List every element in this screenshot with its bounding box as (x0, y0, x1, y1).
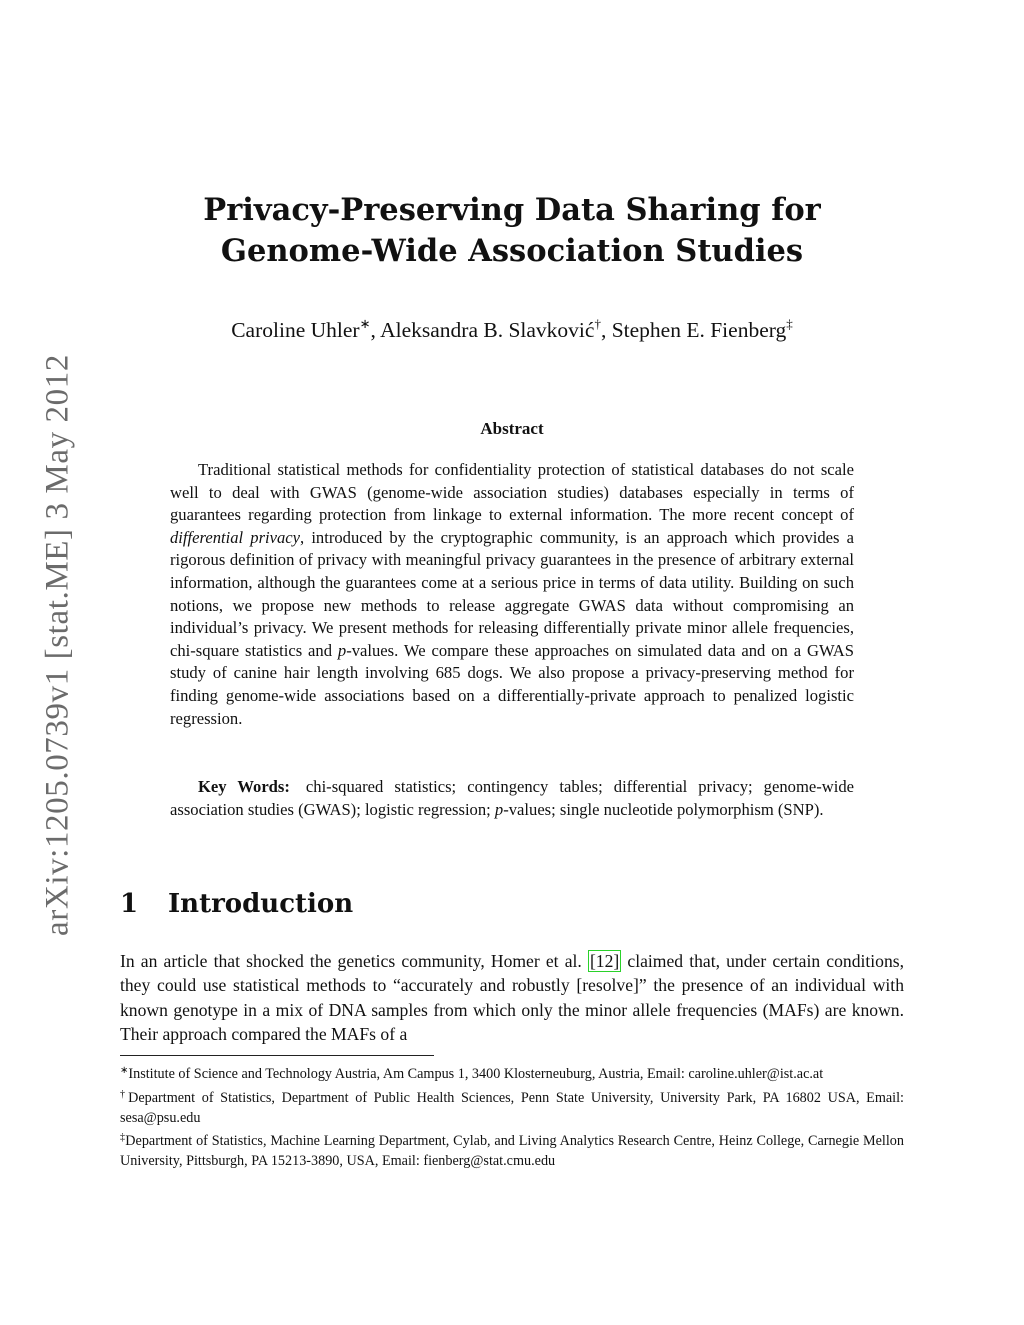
p-symbol: p (494, 799, 504, 819)
keywords-text: -values; single nucleotide polymorphism (SNP). (503, 799, 824, 819)
keywords-label: Key Words: (198, 777, 290, 796)
paragraph-text: claimed that, under certain conditions, they could use statistical methods to “accurately and robustly [resolve]” the presence of an individual with known genotype in a mix of DNA samples from which only the minor allele frequencies (MAFs) are known. Their approach compared the MAFs of a (120, 951, 905, 1044)
keywords (170, 776, 854, 821)
footnote-text: Institute of Science and Technology Austria, Am Campus 1, 3400 Klosterneuburg, Austria, Email: caroline.uhler@ist.ac.at (128, 1066, 824, 1082)
paragraph-text: In an article that shocked the genetics community, Homer et al. (120, 951, 588, 971)
abstract-emphasis: differential privacy (170, 527, 301, 547)
footnotes (120, 1061, 904, 1172)
paper-title-line-2: Genome-Wide Association Studies (220, 233, 804, 269)
section-number: 1 (120, 889, 139, 919)
arxiv-identifier-stamp: arXiv:1205.0739v1 [stat.ME] 3 May 2012 (39, 354, 76, 936)
author-name: Aleksandra B. Slavković (380, 318, 595, 342)
footnote-mark: † (120, 1088, 129, 1100)
introduction-paragraph (120, 949, 904, 1046)
author-separator: , (370, 318, 381, 342)
section-title: Introduction (168, 889, 354, 919)
author-name: Caroline Uhler (231, 318, 360, 342)
abstract-text-part: Traditional statistical methods for confidentiality protection of statistical databases do not scale well to deal with GWAS (genome-wide association studies) databases especially in terms of guarantees regarding protection from linkage to external information. The more recent concept of (170, 460, 854, 525)
footnote-divider (120, 1055, 434, 1056)
abstract-text (170, 459, 854, 730)
footnote-text: Department of Statistics, Machine Learning Department, Cylab, and Living Analytics Research Centre, Heinz College, Carnegie Mellon University, Pittsburgh, PA 15213-3890, USA, Email: fienberg@stat.cmu.edu (120, 1133, 904, 1170)
p-symbol: p (337, 640, 347, 660)
footnote-mark: ‡ (120, 1132, 126, 1144)
paper-title (110, 190, 914, 272)
footnote-text: Department of Statistics, Department of Public Health Sciences, Penn State University, University Park, PA 16802 USA, Email: sesa@psu.edu (120, 1089, 904, 1126)
author-separator: , (600, 318, 612, 342)
author-footnote-mark: ‡ (786, 316, 793, 331)
author-footnote-mark: ∗ (359, 316, 371, 331)
footnote-item (120, 1085, 904, 1129)
keywords-text: chi-squared statistics; contingency tables; differential privacy; genome-wide association studies (GWAS); logistic regression; (170, 777, 854, 819)
paper-title-line-1: Privacy-Preserving Data Sharing for (203, 192, 821, 228)
author-list (110, 309, 914, 345)
footnote-item (120, 1128, 904, 1172)
abstract-text-part: , introduced by the cryptographic community, is an approach which provides a rigorous definition of privacy with meaningful privacy guarantees in the presence of arbitrary external information, although the guarantees come at a serious price in terms of data utility. Building on such notions, we propose new methods to release aggregate GWAS data without compromising an individual’s privacy. We present methods for releasing differentially private minor allele frequencies, chi-square statistics and (170, 527, 854, 660)
abstract-text-part: -values. We compare these approaches on simulated data and on a GWAS study of canine hair length involving 685 dogs. We also propose a privacy-preserving method for finding genome-wide associations based on a differentially-private approach to penalized logistic regression. (170, 640, 854, 728)
abstract-heading: Abstract (480, 419, 544, 438)
author-name: Stephen E. Fienberg (611, 318, 787, 342)
footnote-mark: ∗ (120, 1065, 129, 1076)
author-footnote-mark: † (594, 316, 601, 331)
citation-link[interactable]: [12] (589, 951, 620, 971)
section-heading-introduction (120, 886, 353, 922)
footnote-item (120, 1061, 904, 1085)
